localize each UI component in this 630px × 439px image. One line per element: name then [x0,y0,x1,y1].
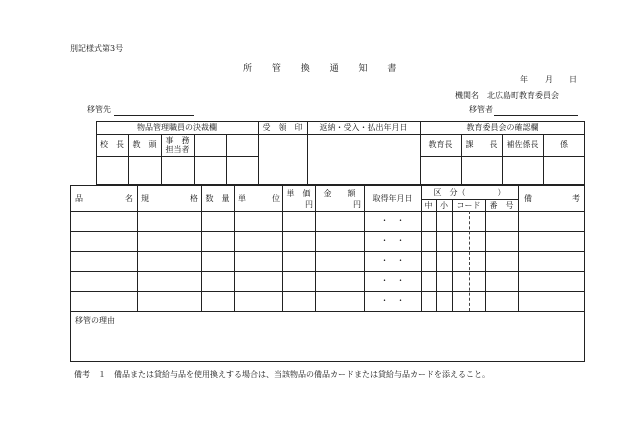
row-divider [70,291,585,292]
category-number: 番 号 [489,201,514,210]
remarks-header-2: 考 [572,194,580,203]
acq-date-placeholder[interactable]: ・ ・ [380,216,405,225]
title-char: 換 [300,64,310,74]
document-title [243,61,399,74]
section-chief-label: 課 長 [465,140,498,149]
header-divider [70,211,585,212]
col-divider [282,185,283,311]
category-header: 区 分（ ） [433,188,506,197]
spec-header-2: 格 [190,194,198,203]
agency-value: 北広島町教育委員会 [487,91,559,100]
code-dash-divider [469,211,470,311]
divider [96,156,258,157]
divider [226,134,227,185]
acq-date-placeholder[interactable]: ・ ・ [380,296,405,305]
return-date-header: 返納・受入・払出年月日 [319,123,408,132]
transfer-to-field[interactable] [114,115,194,116]
col-divider [364,185,365,311]
row-divider [70,231,585,232]
col-divider [518,185,519,311]
unit-price-yen: 円 [305,200,313,209]
principal-label: 校 長 [100,140,124,149]
staff-label: 係 [560,140,568,149]
unit-header-2: 位 [272,194,280,203]
acq-date-placeholder[interactable]: ・ ・ [380,276,405,285]
unit-header-1: 単 [238,194,246,203]
title-char: 知 [358,64,368,74]
date-month: 月 [545,75,553,84]
transferor-label: 移管者 [469,105,493,114]
clerk-label-1: 事 務 [165,136,190,145]
amount-yen: 円 [353,200,361,209]
row-divider [70,311,585,312]
receipt-seal-header: 受 領 印 [262,123,303,132]
deputy-chief-label: 補佐係長 [506,140,539,149]
title-char: 所 [243,64,253,74]
date-day: 日 [569,75,577,84]
title-char: 通 [329,64,339,74]
form-number: 別記様式第3号 [70,44,124,53]
spec-header-1: 規 [141,194,149,203]
date-year: 年 [520,75,528,84]
transferor-field[interactable] [494,115,578,116]
col-divider [137,185,138,311]
row-divider [70,271,585,272]
acq-date-placeholder[interactable]: ・ ・ [380,236,405,245]
approval-header: 物品管理職員の決裁欄 [137,123,217,132]
footnote: 備考 １ 備品または貸給与品を使用換えする場合は、当該物品の備品カードまたは貸給与品カードを添えること。 [74,370,490,379]
col-divider [452,199,453,311]
category-small: 小 [440,201,448,210]
col-divider [485,199,486,311]
board-confirm-header: 教育委員会の確認欄 [466,123,539,132]
row-divider [70,251,585,252]
reason-label: 移管の理由 [75,316,115,325]
item-name-header-2: 名 [125,194,133,203]
vice-principal-label: 教 頭 [132,140,157,149]
item-name-header-1: 品 [75,194,83,203]
agency-label: 機関名 [455,91,479,100]
acq-date-header: 取得年月日 [372,194,413,203]
col-divider [315,185,316,311]
remarks-header-1: 備 [524,194,532,203]
transfer-to-label: 移管先 [87,105,111,114]
superintendent-label: 教育長 [428,140,453,149]
title-char: 管 [271,64,281,74]
clerk-label-2: 担当者 [165,145,190,154]
category-code: コード [456,201,481,210]
col-divider [234,185,235,311]
col-divider [201,185,202,311]
category-mid: 中 [424,201,433,210]
col-divider [436,199,437,311]
unit-price-header: 単 価 [286,189,311,198]
divider [194,134,195,185]
quantity-header: 数 量 [205,194,230,203]
amount-header: 金 額 [323,189,356,198]
acq-date-placeholder[interactable]: ・ ・ [380,256,405,265]
title-char: 書 [387,64,397,74]
divider [96,134,585,135]
